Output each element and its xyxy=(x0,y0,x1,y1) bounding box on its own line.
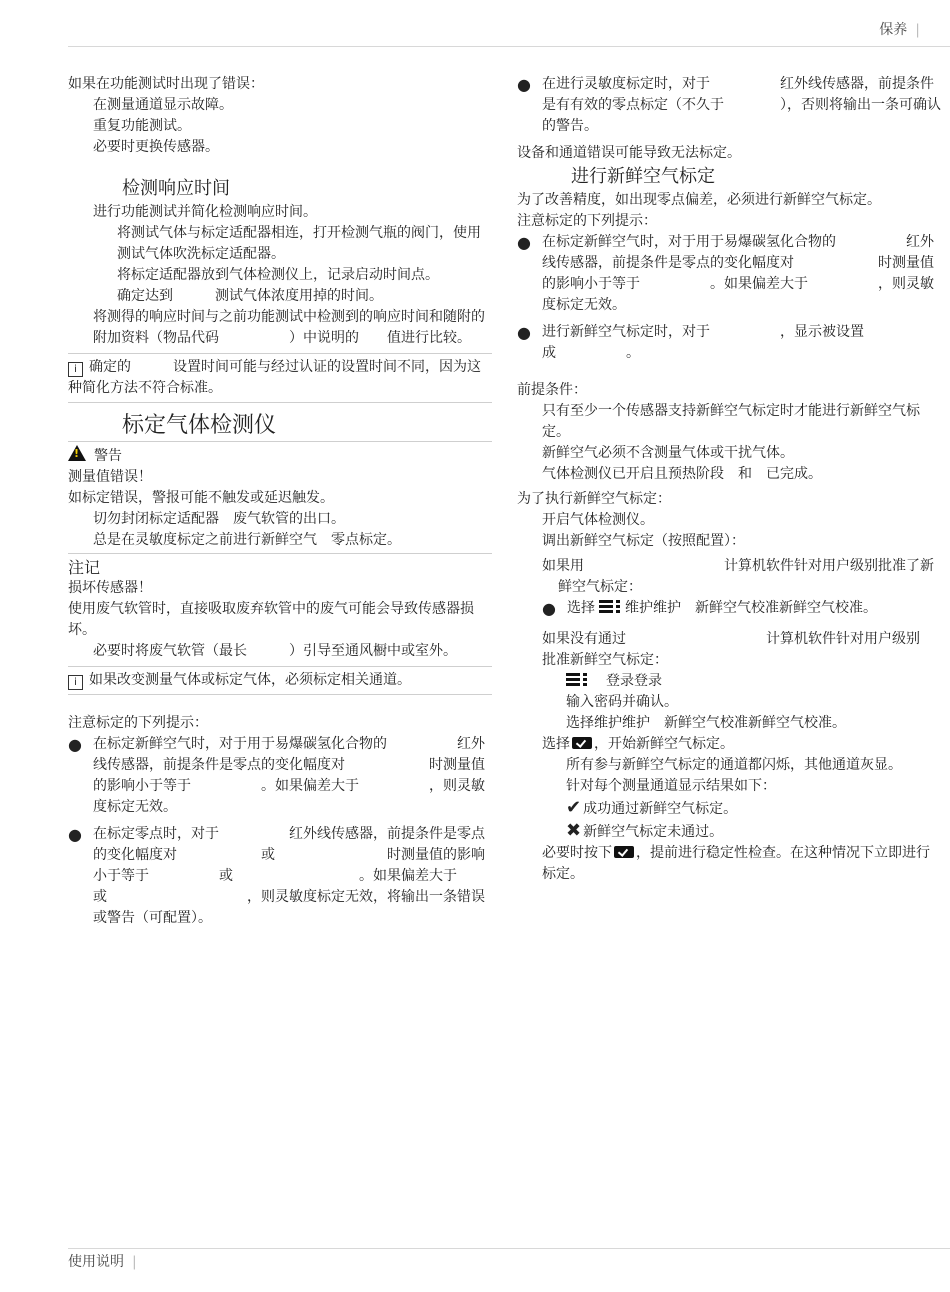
footer-separator: | xyxy=(132,1254,137,1270)
bullet-dot: ● xyxy=(517,323,531,342)
device-error-note: 设备和通道错误可能导致无法标定。 xyxy=(517,145,741,161)
flash-note: 所有参与新鲜空气标定的通道都闪烁，其他通道灰显。 xyxy=(566,757,902,773)
ok-key-icon xyxy=(614,846,634,858)
warning-step: 总是在灵敏度标定之前进行新鲜空气 零点标定。 xyxy=(93,532,401,548)
bullet-dot: ● xyxy=(68,735,82,754)
fresh-air-intro: 为了改善精度，如出现零点偏差，必须进行新鲜空气标定。 xyxy=(517,192,881,208)
error-step: 重复功能测试。 xyxy=(93,118,191,134)
hint-bullet-text: 在标定新鲜空气时，对于用于易爆碳氢化合物的 红外线传感器，前提条件是零点的变化幅度对 时测量值的影响小于等于 。如果偏差大于 ，则灵敏度标定无效。 xyxy=(93,736,485,815)
response-step: 将测试气体与标定适配器相连，打开检测气瓶的阀门，使用测试气体吹洗标定适配器。 xyxy=(117,225,481,262)
fresh-hint-bullet xyxy=(517,322,941,364)
warning-subtitle: 测量值错误！ xyxy=(68,469,152,485)
sensitivity-bullet-text: 在进行灵敏度标定时，对于 红外线传感器，前提条件是有有效的零点标定（不久于 ），否则将输出一条可确认的警告。 xyxy=(542,76,941,134)
fresh-hint-bullet-text: 在标定新鲜空气时，对于用于易爆碳氢化合物的 红外线传感器，前提条件是零点的变化幅度对 时测量值的影响小于等于 。如果偏差大于 ，则灵敏度标定无效。 xyxy=(542,234,934,313)
fresh-hint-bullet xyxy=(517,232,941,316)
header-separator: | xyxy=(915,22,920,38)
footer-doc: 使用说明 xyxy=(68,1254,124,1270)
hint-bullet xyxy=(68,734,492,818)
bullet-dot: ● xyxy=(517,75,531,94)
select-label: 选择 xyxy=(567,600,595,616)
stability-prefix: 必要时按下 xyxy=(542,845,612,861)
left-column xyxy=(68,74,527,935)
heading-fresh-air: 进行新鲜空气标定 xyxy=(571,166,715,187)
check-icon: ✔ xyxy=(566,797,582,818)
start-step xyxy=(517,734,941,755)
sensitivity-bullet xyxy=(517,74,941,137)
notice-title: 注记 xyxy=(68,558,101,577)
stability-suffix: ，提前进行稳定性检查。在这种情况下立即进行标定。 xyxy=(542,845,930,882)
bullet-dot: ● xyxy=(542,599,556,618)
response-step: 确定达到 测试气体浓度用掉的时间。 xyxy=(117,288,383,304)
case-approved-select xyxy=(542,598,941,619)
case-approved-path: 维护维护 新鲜空气校准新鲜空气校准。 xyxy=(625,600,877,616)
right-column xyxy=(517,74,941,885)
exec-step: 开启气体检测仪。 xyxy=(542,512,654,528)
warning-icon xyxy=(68,445,86,461)
page-header xyxy=(879,20,920,41)
prereq-title: 前提条件： xyxy=(517,382,587,398)
heading-response-time: 检测响应时间 xyxy=(122,178,230,199)
page-footer xyxy=(68,1252,137,1273)
case-approved: 如果用 计算机软件针对用户级别批准了新鲜空气标定： xyxy=(542,558,934,595)
notice-text: 使用废气软管时，直接吸取废弃软管中的废气可能会导致传感器损坏。 xyxy=(68,601,474,638)
info-note-2-text: 如果改变测量气体或标定气体，必须标定相关通道。 xyxy=(89,672,411,688)
info-note-1 xyxy=(68,353,492,403)
bullet-dot: ● xyxy=(517,233,531,252)
fresh-hints-title: 注意标定的下列提示： xyxy=(517,213,657,229)
notice-box xyxy=(68,553,492,662)
result-fail xyxy=(517,820,941,843)
notice-subtitle: 损坏传感器！ xyxy=(68,580,152,596)
password-step: 输入密码并确认。 xyxy=(566,694,678,710)
fresh-hint-bullet-text: 进行新鲜空气标定时，对于 ，显示被设置成 。 xyxy=(542,324,864,361)
response-intro: 进行功能测试并简化检测响应时间。 xyxy=(93,204,317,220)
warning-title: 警告 xyxy=(94,448,122,464)
header-rule xyxy=(68,46,950,47)
start-suffix: ，开始新鲜空气标定。 xyxy=(594,736,734,752)
hint-bullet xyxy=(68,824,527,929)
response-compare: 将测得的响应时间与之前功能测试中检测到的响应时间和随附的附加资料（物品代码 ）中说明的 值进行比较。 xyxy=(93,309,485,346)
info-icon: i xyxy=(68,362,83,377)
result-ok xyxy=(517,797,941,820)
heading-calibrate: 标定气体检测仪 xyxy=(122,413,277,438)
menu-icon xyxy=(599,600,621,614)
bullet-dot: ● xyxy=(68,825,82,844)
ok-key-icon xyxy=(572,737,592,749)
header-section: 保养 xyxy=(879,22,908,38)
response-step: 将标定适配器放到气体检测仪上，记录启动时间点。 xyxy=(117,267,439,283)
error-intro: 如果在功能测试时出现了错误： xyxy=(68,76,264,92)
result-fail-text: 新鲜空气标定未通过。 xyxy=(583,824,724,840)
footer-rule xyxy=(68,1248,950,1249)
case-not-approved-path: 选择维护维护 新鲜空气校准新鲜空气校准。 xyxy=(566,715,846,731)
exec-title: 为了执行新鲜空气标定： xyxy=(517,491,671,507)
login-label: 登录登录 xyxy=(606,673,662,689)
exec-step: 调出新鲜空气标定（按照配置）： xyxy=(542,533,745,549)
cross-icon: ✖ xyxy=(566,820,582,841)
result-intro: 针对每个测量通道显示结果如下： xyxy=(566,778,776,794)
hint-bullet-text: 在标定零点时，对于 红外线传感器，前提条件是零点的变化幅度对 或 时测量值的影响小于等于 或 。如果偏差大于 或 ，则灵敏度标定无效，将输出一条错误或警告（可配置）。 xyxy=(93,826,527,926)
hints-title: 注意标定的下列提示： xyxy=(68,715,208,731)
info-icon: i xyxy=(68,675,83,690)
case-not-approved: 如果没有通过 计算机软件针对用户级别 批准新鲜空气标定： xyxy=(542,631,934,668)
info-note-1-text: 确定的 设置时间可能与经过认证的设置时间不同，因为这种简化方法不符合标准。 xyxy=(68,359,481,396)
notice-step: 必要时将废气软管（最长 ）引导至通风橱中或室外。 xyxy=(93,643,457,659)
warning-text: 如标定错误，警报可能不触发或延迟触发。 xyxy=(68,490,334,506)
error-step: 必要时更换传感器。 xyxy=(93,139,219,155)
login-step xyxy=(517,671,941,692)
warning-step: 切勿封闭标定适配器 废气软管的出口。 xyxy=(93,511,345,527)
warning-box xyxy=(68,441,492,551)
start-prefix: 选择 xyxy=(542,736,570,752)
result-ok-text: 成功通过新鲜空气标定。 xyxy=(583,801,738,817)
prereq-item: 新鲜空气必须不含测量气体或干扰气体。 xyxy=(542,445,794,461)
stability-step xyxy=(517,843,941,885)
prereq-item: 气体检测仪已开启且预热阶段 和 已完成。 xyxy=(542,466,822,482)
info-note-2 xyxy=(68,666,492,695)
menu-icon xyxy=(566,673,588,687)
prereq-item: 只有至少一个传感器支持新鲜空气标定时才能进行新鲜空气标定。 xyxy=(542,403,920,440)
error-step: 在测量通道显示故障。 xyxy=(93,97,233,113)
